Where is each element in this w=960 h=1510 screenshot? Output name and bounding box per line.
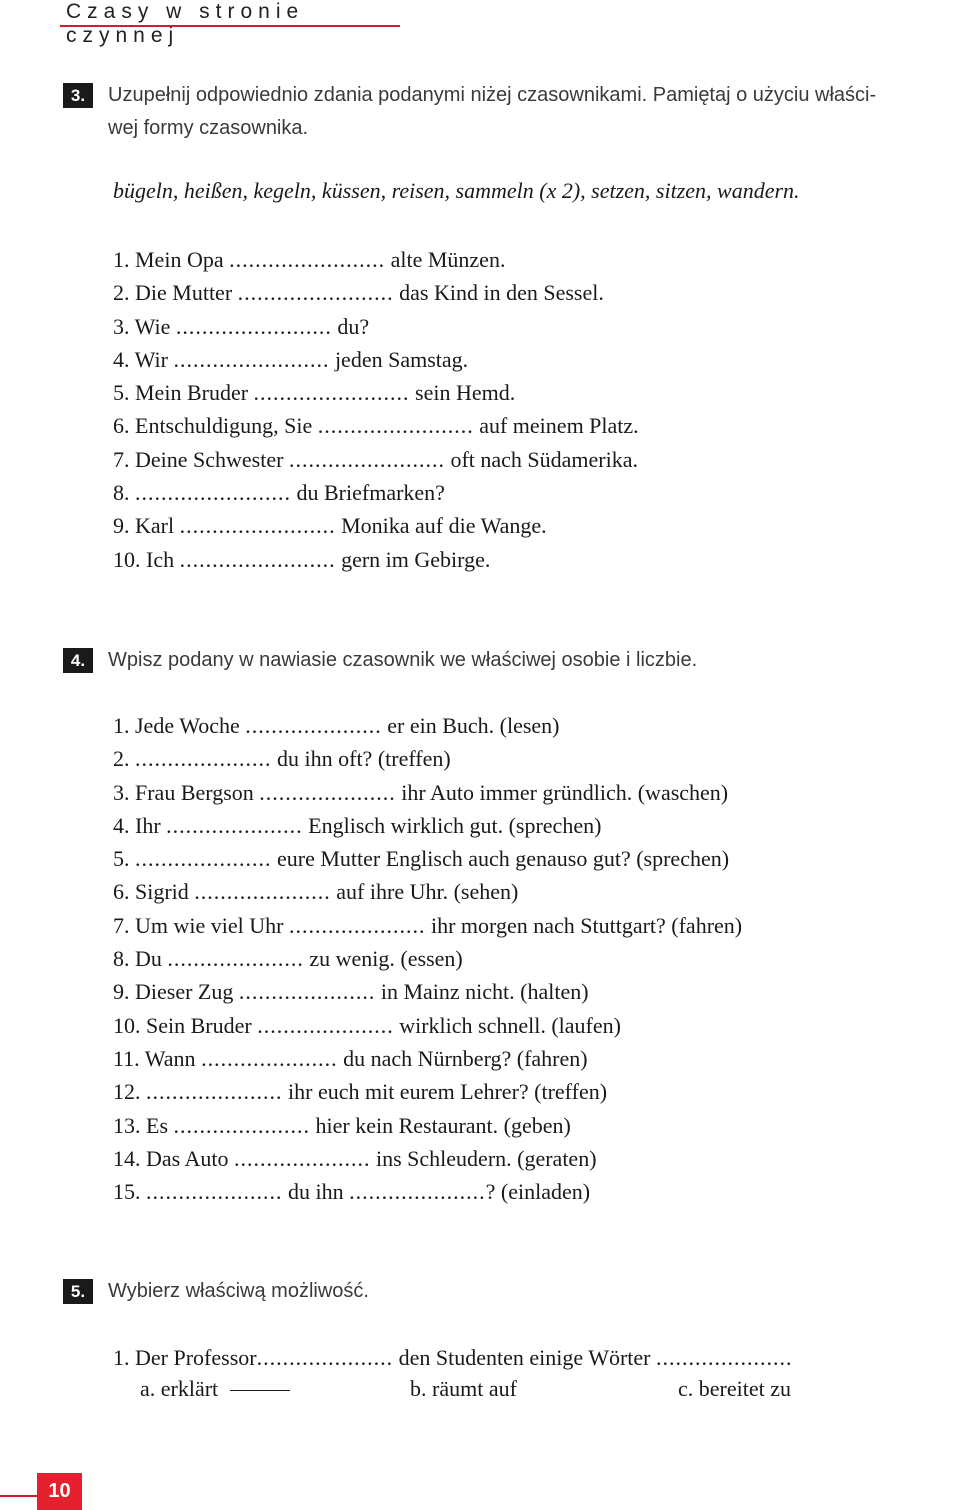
item-suffix: das Kind in den Sessel. <box>393 280 604 306</box>
list-item <box>113 1009 742 1042</box>
item-suffix: eure Mutter Englisch auch genauso gut? (sprechen) <box>271 846 730 872</box>
list-item <box>113 1075 742 1108</box>
answer-gap[interactable]: ........................ <box>253 380 410 406</box>
answer-gap[interactable]: ..................... <box>135 846 272 872</box>
answer-gap[interactable]: ..................... <box>245 713 382 738</box>
list-item <box>113 942 742 975</box>
exercise-4-list <box>113 709 742 1208</box>
item-suffix: wirklich schnell. (laufen) <box>393 1012 621 1038</box>
answer-gap[interactable]: ........................ <box>288 446 445 472</box>
option-b[interactable]: b. räumt auf <box>410 1376 517 1401</box>
item-prefix: 10. Ich <box>113 546 180 572</box>
item-suffix: Englisch wirklich gut. (sprechen) <box>302 812 602 838</box>
item-prefix: 1. Der Professor <box>113 1345 257 1370</box>
item-prefix: 7. Deine Schwester <box>113 446 289 472</box>
question-item <box>113 1341 793 1374</box>
item-suffix: ihr morgen nach Stuttgart? (fahren) <box>425 912 743 938</box>
item-prefix: 5. Mein Bruder <box>113 380 254 406</box>
item-prefix: 8. <box>113 480 135 506</box>
running-header <box>60 0 400 47</box>
list-item <box>113 243 639 276</box>
option-a-label: a. erklärt <box>140 1376 219 1401</box>
list-item <box>113 875 742 908</box>
answer-line <box>230 1390 290 1391</box>
item-prefix: 12. <box>113 1079 146 1105</box>
list-item <box>113 809 742 842</box>
item-suffix: oft nach Südamerika. <box>444 446 639 472</box>
item-prefix: 6. Entschuldigung, Sie <box>113 413 318 439</box>
answer-gap[interactable]: ........................ <box>135 480 291 506</box>
exercise-3-instruction <box>108 79 953 145</box>
item-suffix: gern im Gebirge. <box>335 546 491 572</box>
list-item <box>113 1142 742 1175</box>
answer-gap[interactable]: ........................ <box>179 513 336 539</box>
list-item <box>113 543 639 576</box>
item-suffix: jeden Samstag. <box>329 346 469 372</box>
item-end: ? (einladen) <box>485 1179 591 1205</box>
item-prefix: 4. Ihr <box>113 812 167 838</box>
item-suffix: hier kein Restaurant. (geben) <box>310 1112 571 1138</box>
list-item <box>113 310 639 343</box>
answer-gap[interactable]: ..................... <box>135 746 272 772</box>
item-suffix: ihr euch mit eurem Lehrer? (treffen) <box>282 1079 608 1105</box>
answer-gap[interactable]: ..................... <box>166 812 303 838</box>
item-prefix: 7. Um wie viel Uhr <box>113 912 289 938</box>
item-prefix: 3. Wie <box>113 313 176 339</box>
item-suffix: du Briefmarken? <box>291 480 445 506</box>
item-prefix: 5. <box>113 846 135 872</box>
instruction-line-1: Uzupełnij odpowiednio zdania podanymi niżej czasownikami. Pamiętaj o użyciu właści- <box>108 84 877 106</box>
list-item <box>113 376 639 409</box>
item-suffix: du ihn oft? (treffen) <box>271 746 451 772</box>
instruction-line-2: wej formy czasownika. <box>108 117 309 139</box>
answer-gap[interactable]: ..................... <box>146 1179 283 1205</box>
answer-gap[interactable]: ........................ <box>229 247 386 272</box>
exercise-4-number: 4. <box>63 648 93 673</box>
item-prefix: 1. Jede Woche <box>113 713 246 738</box>
exercise-4-instruction: Wpisz podany w nawiasie czasownik we właściwej osobie i liczbie. <box>108 649 698 671</box>
answer-gap[interactable]: ........................ <box>175 313 332 339</box>
item-suffix: alte Münzen. <box>385 247 506 272</box>
item-prefix: 15. <box>113 1179 146 1205</box>
item-suffix: sein Hemd. <box>409 380 516 406</box>
footer-rule <box>0 1495 37 1497</box>
answer-gap[interactable]: ..................... <box>238 979 376 1005</box>
answer-gap[interactable]: ..................... <box>146 1079 283 1105</box>
item-middle: den Studenten einige Wörter <box>393 1345 656 1370</box>
item-suffix: ins Schleudern. (geraten) <box>370 1145 597 1171</box>
item-suffix: du ihn <box>282 1179 350 1205</box>
answer-gap[interactable]: ..................... <box>256 1345 394 1370</box>
verb-bank: bügeln, heißen, kegeln, küssen, reisen, sammeln (x 2), setzen, sitzen, wandern. <box>113 178 800 203</box>
item-suffix: du nach Nürnberg? (fahren) <box>337 1045 588 1071</box>
item-prefix: 9. Karl <box>113 513 180 539</box>
option-c[interactable]: c. bereitet zu <box>678 1376 791 1401</box>
list-item <box>113 1042 742 1075</box>
header-title: Czasy w stronie czynnej <box>66 0 305 47</box>
answer-gap[interactable]: ........................ <box>317 413 474 439</box>
answer-gap[interactable]: ..................... <box>201 1045 338 1071</box>
exercise-5-question <box>113 1341 793 1374</box>
item-suffix: du? <box>331 313 370 339</box>
list-item <box>113 742 742 775</box>
list-item <box>113 1109 742 1142</box>
option-a[interactable] <box>140 1376 290 1402</box>
list-item <box>113 842 742 875</box>
answer-gap[interactable]: ........................ <box>179 546 336 572</box>
exercise-3-list <box>113 243 639 576</box>
exercise-5-number: 5. <box>63 1279 93 1304</box>
item-suffix: Monika auf die Wange. <box>335 513 547 539</box>
item-suffix: in Mainz nicht. (halten) <box>375 979 589 1005</box>
item-prefix: 10. Sein Bruder <box>113 1012 258 1038</box>
item-prefix: 6. Sigrid <box>113 879 195 905</box>
item-prefix: 8. Du <box>113 946 168 972</box>
list-item <box>113 443 639 476</box>
answer-gap[interactable]: ..................... <box>349 1179 486 1205</box>
item-suffix: er ein Buch. (lesen) <box>381 713 560 738</box>
item-prefix: 9. Dieser Zug <box>113 979 239 1005</box>
item-prefix: 2. Die Mutter <box>113 280 238 306</box>
item-suffix: ihr Auto immer gründlich. (waschen) <box>395 779 729 805</box>
answer-gap[interactable]: ........................ <box>237 280 394 306</box>
page-number: 10 <box>37 1473 82 1510</box>
list-item <box>113 343 639 376</box>
exercise-3-number: 3. <box>63 83 93 108</box>
item-prefix: 11. Wann <box>113 1045 202 1071</box>
answer-gap[interactable]: ..................... <box>173 1112 310 1138</box>
item-suffix: auf meinem Platz. <box>473 413 639 439</box>
answer-gap[interactable]: ..................... <box>167 946 304 972</box>
item-prefix: 3. Frau Bergson <box>113 779 260 805</box>
list-item <box>113 276 639 309</box>
item-prefix: 1. Mein Opa <box>113 247 230 272</box>
list-item <box>113 909 742 942</box>
item-prefix: 4. Wir <box>113 346 174 372</box>
list-item <box>113 709 742 742</box>
list-item <box>113 509 639 542</box>
exercise-5-instruction: Wybierz właściwą możliwość. <box>108 1280 369 1302</box>
item-suffix: auf ihre Uhr. (sehen) <box>330 879 519 905</box>
item-suffix: zu wenig. (essen) <box>303 946 463 972</box>
list-item <box>113 476 639 509</box>
item-prefix: 14. Das Auto <box>113 1145 234 1171</box>
answer-gap[interactable]: ........................ <box>173 346 330 372</box>
item-prefix: 13. Es <box>113 1112 174 1138</box>
list-item <box>113 975 742 1008</box>
answer-gap[interactable]: ..................... <box>234 1145 371 1171</box>
answer-gap[interactable]: ..................... <box>259 779 396 805</box>
answer-gap[interactable]: ..................... <box>656 1345 793 1370</box>
list-item <box>113 776 742 809</box>
answer-gap[interactable]: ..................... <box>288 912 426 938</box>
list-item <box>113 1175 742 1208</box>
answer-gap[interactable]: ..................... <box>257 1012 394 1038</box>
item-prefix: 2. <box>113 746 135 772</box>
answer-gap[interactable]: ..................... <box>194 879 331 905</box>
list-item <box>113 409 639 442</box>
